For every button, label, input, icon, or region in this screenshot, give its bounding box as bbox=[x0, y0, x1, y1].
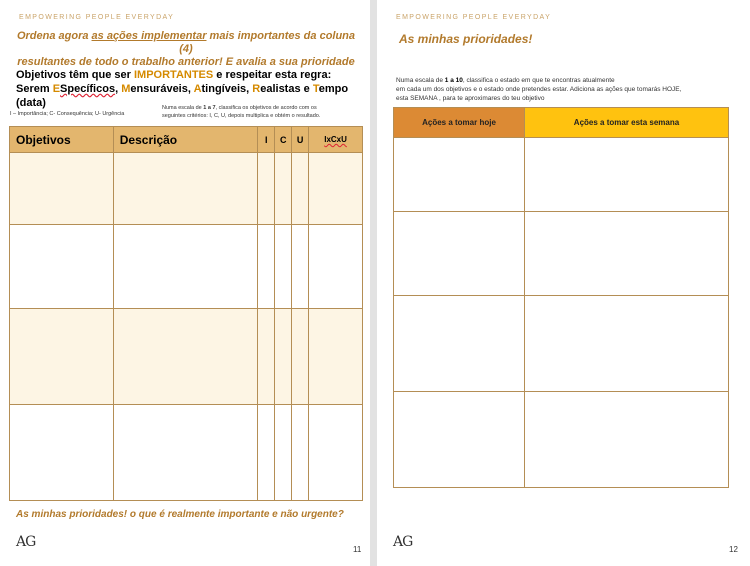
page-number: 12 bbox=[729, 545, 738, 554]
table-row bbox=[10, 153, 363, 225]
actions-table bbox=[393, 107, 729, 488]
col-descricao: Descrição bbox=[113, 127, 258, 153]
col-c: C bbox=[275, 127, 292, 153]
table-row bbox=[394, 212, 729, 296]
page-title: As minhas prioridades! bbox=[399, 32, 533, 46]
col-u: U bbox=[292, 127, 309, 153]
table-row bbox=[10, 225, 363, 309]
scale-note: Numa escala de 1 a 10, classifica o estado em que te encontras atualmente em cada um dos objetivos e o estado onde pretendes estar. Adiciona as ações que tomarás HOJE, esta SEMANA , para te aproximares do teu objetivo bbox=[396, 77, 682, 102]
page-gutter bbox=[370, 0, 377, 566]
table-header-row bbox=[394, 108, 729, 138]
col-ixcxu: IxCxU bbox=[309, 127, 363, 153]
page-header: EMPOWERING PEOPLE EVERYDAY bbox=[396, 14, 552, 21]
footer-question: As minhas prioridades! o que é realmente importante e não urgente? bbox=[16, 509, 344, 520]
table-row bbox=[10, 405, 363, 501]
page-right bbox=[377, 0, 750, 566]
page-number: 11 bbox=[353, 545, 362, 554]
table-row bbox=[394, 138, 729, 212]
smart-rule: Objetivos têm que ser IMPORTANTES e respeitar esta regra: Serem ESpecíficos, Mensuráveis, Atingíveis, Realistas e Tempo (data) bbox=[16, 69, 349, 109]
page-header: EMPOWERING PEOPLE EVERYDAY bbox=[19, 14, 175, 21]
scale-note: Numa escala de 1 a 7, classifica os objetivos de acordo com os seguintes critérios: I, C, U, depois multiplica e obtém o resultado. bbox=[162, 105, 321, 119]
objectives-table bbox=[9, 126, 363, 501]
table-row bbox=[394, 296, 729, 392]
intro-text: Ordena agora as ações implementar mais importantes da coluna (4) resultantes de todo o trabalho anterior! E avalia a sua prioridade bbox=[16, 30, 356, 68]
table-row bbox=[394, 392, 729, 488]
col-acoes-semana: Ações a tomar esta semana bbox=[525, 108, 729, 138]
col-objetivos: Objetivos bbox=[10, 127, 114, 153]
table-header-row bbox=[10, 127, 363, 153]
criteria-legend: I – Importância; C- Consequência; U- Urgência bbox=[10, 111, 125, 117]
page-left bbox=[0, 0, 370, 566]
ag-logo: AG bbox=[16, 534, 36, 550]
col-acoes-hoje: Ações a tomar hoje bbox=[394, 108, 525, 138]
table-row bbox=[10, 309, 363, 405]
col-i: I bbox=[258, 127, 275, 153]
ag-logo: AG bbox=[393, 534, 413, 550]
